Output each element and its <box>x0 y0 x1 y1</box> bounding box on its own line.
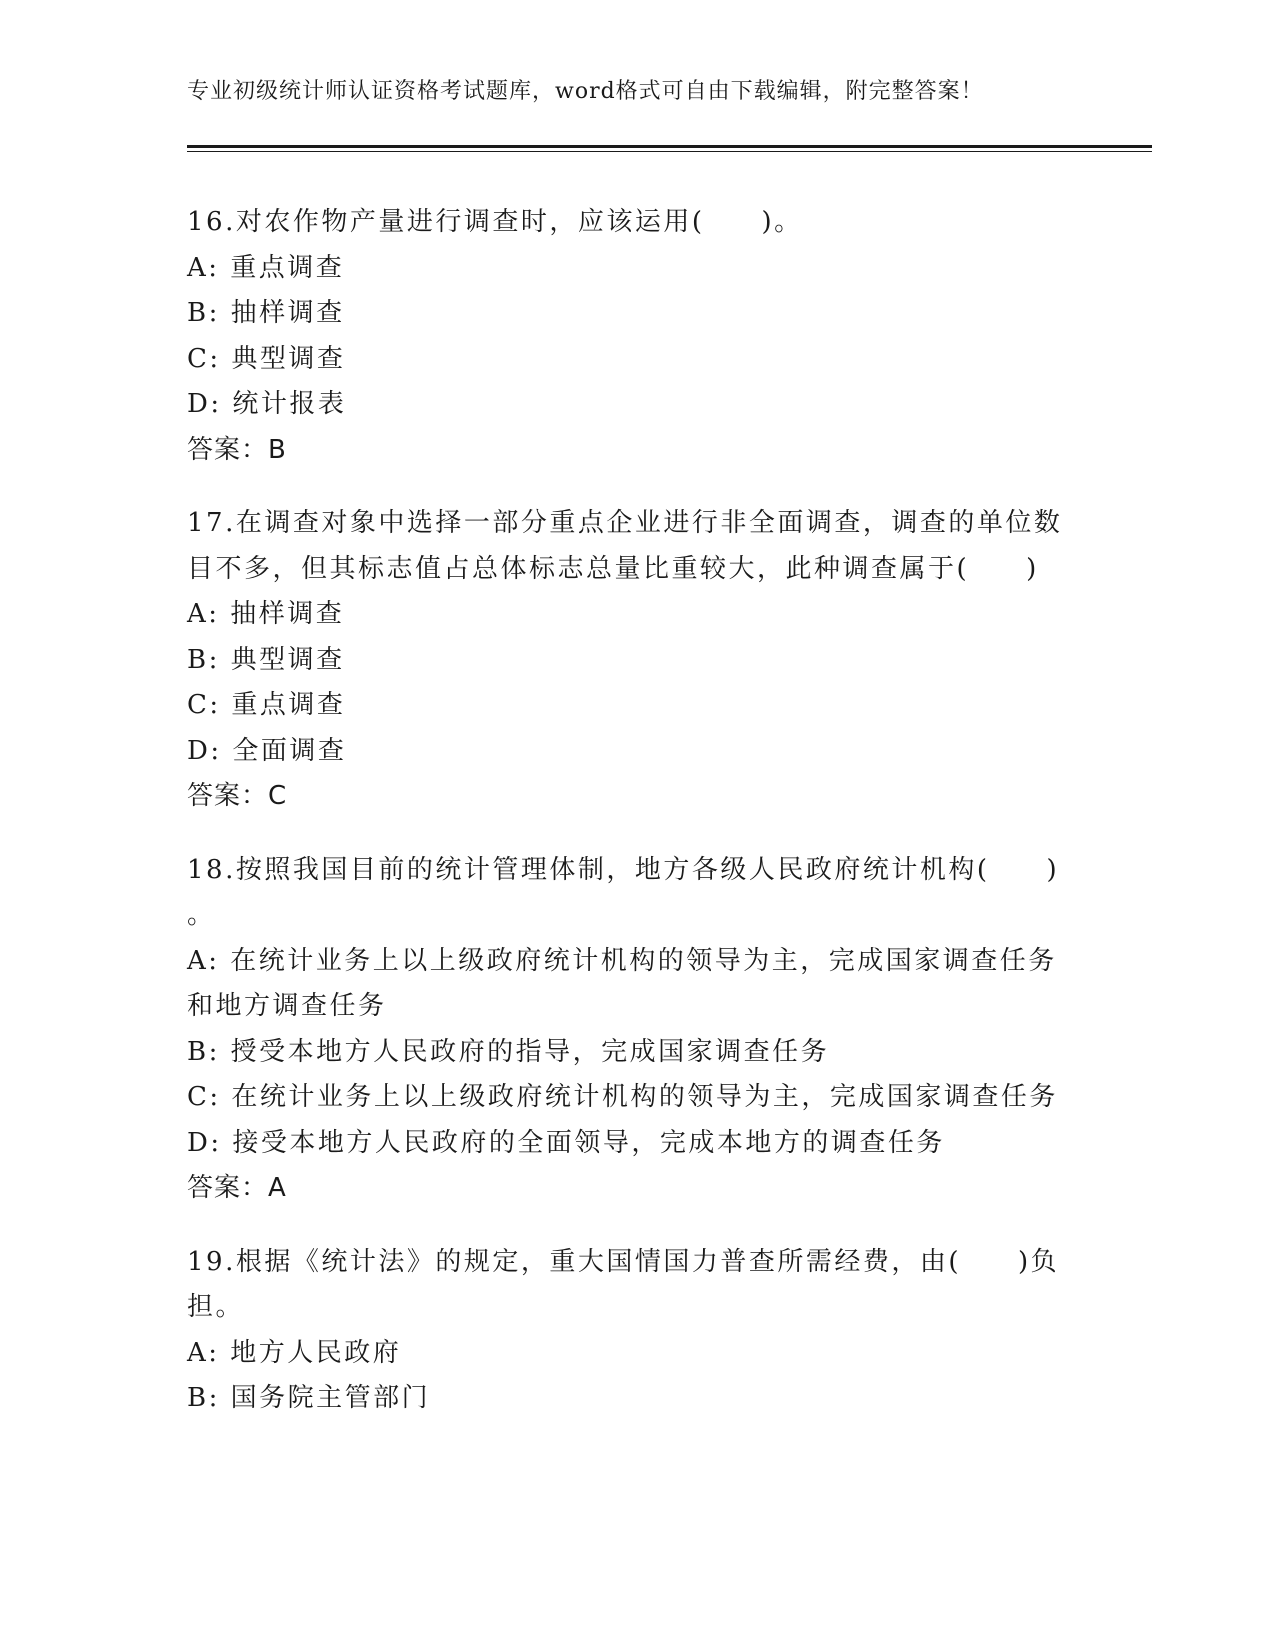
question-stem-continued: 。 <box>187 900 216 930</box>
answer-label: 答案：C <box>187 781 288 811</box>
question-list <box>187 200 1067 1450</box>
answer-label: 答案：B <box>187 434 287 465</box>
question-stem-continued: 担。 <box>187 1292 245 1322</box>
option-a-continued: 和地方调查任务 <box>187 991 387 1021</box>
option-c: C: 在统计业务上以上级政府统计机构的领导为主，完成国家调查任务 <box>187 1082 1058 1112</box>
question-stem: 18.按照我国目前的统计管理体制，地方各级人民政府统计机构( ) <box>187 854 1060 885</box>
question-18 <box>187 848 1067 1212</box>
option-d: D: 接受本地方人民政府的全面领导，完成本地方的调查任务 <box>187 1127 945 1158</box>
option-a: A: 重点调查 <box>187 252 345 283</box>
option-c: C: 典型调查 <box>187 343 346 374</box>
answer-label: 答案：A <box>187 1173 287 1203</box>
option-b: B: 典型调查 <box>187 644 345 675</box>
question-16 <box>187 200 1067 473</box>
option-a: A: 抽样调查 <box>187 599 345 629</box>
header-divider-thick <box>187 145 1152 148</box>
question-19 <box>187 1240 1067 1422</box>
option-a: A: 地方人民政府 <box>187 1337 402 1368</box>
header-divider-thin <box>187 151 1152 152</box>
option-a: A: 在统计业务上以上级政府统计机构的领导为主，完成国家调查任务 <box>187 945 1057 976</box>
option-b: B: 国务院主管部门 <box>187 1383 431 1413</box>
question-stem: 17.在调查对象中选择一部分重点企业进行非全面调查，调查的单位数 <box>187 508 1063 538</box>
option-d: D: 全面调查 <box>187 735 347 766</box>
option-d: D: 统计报表 <box>187 389 347 419</box>
question-17 <box>187 501 1067 820</box>
question-stem-continued: 目不多，但其标志值占总体标志总量比重较大，此种调查属于( ) <box>187 553 1039 584</box>
question-stem: 19.根据《统计法》的规定，重大国情国力普查所需经费，由( )负 <box>187 1246 1060 1277</box>
option-b: B: 授受本地方人民政府的指导，完成国家调查任务 <box>187 1036 830 1067</box>
option-b: B: 抽样调查 <box>187 298 345 328</box>
question-stem: 16.对农作物产量进行调查时，应该运用( )。 <box>187 207 803 237</box>
option-c: C: 重点调查 <box>187 690 346 720</box>
page-header: 专业初级统计师认证资格考试题库，word格式可自由下载编辑，附完整答案！ <box>187 79 984 104</box>
